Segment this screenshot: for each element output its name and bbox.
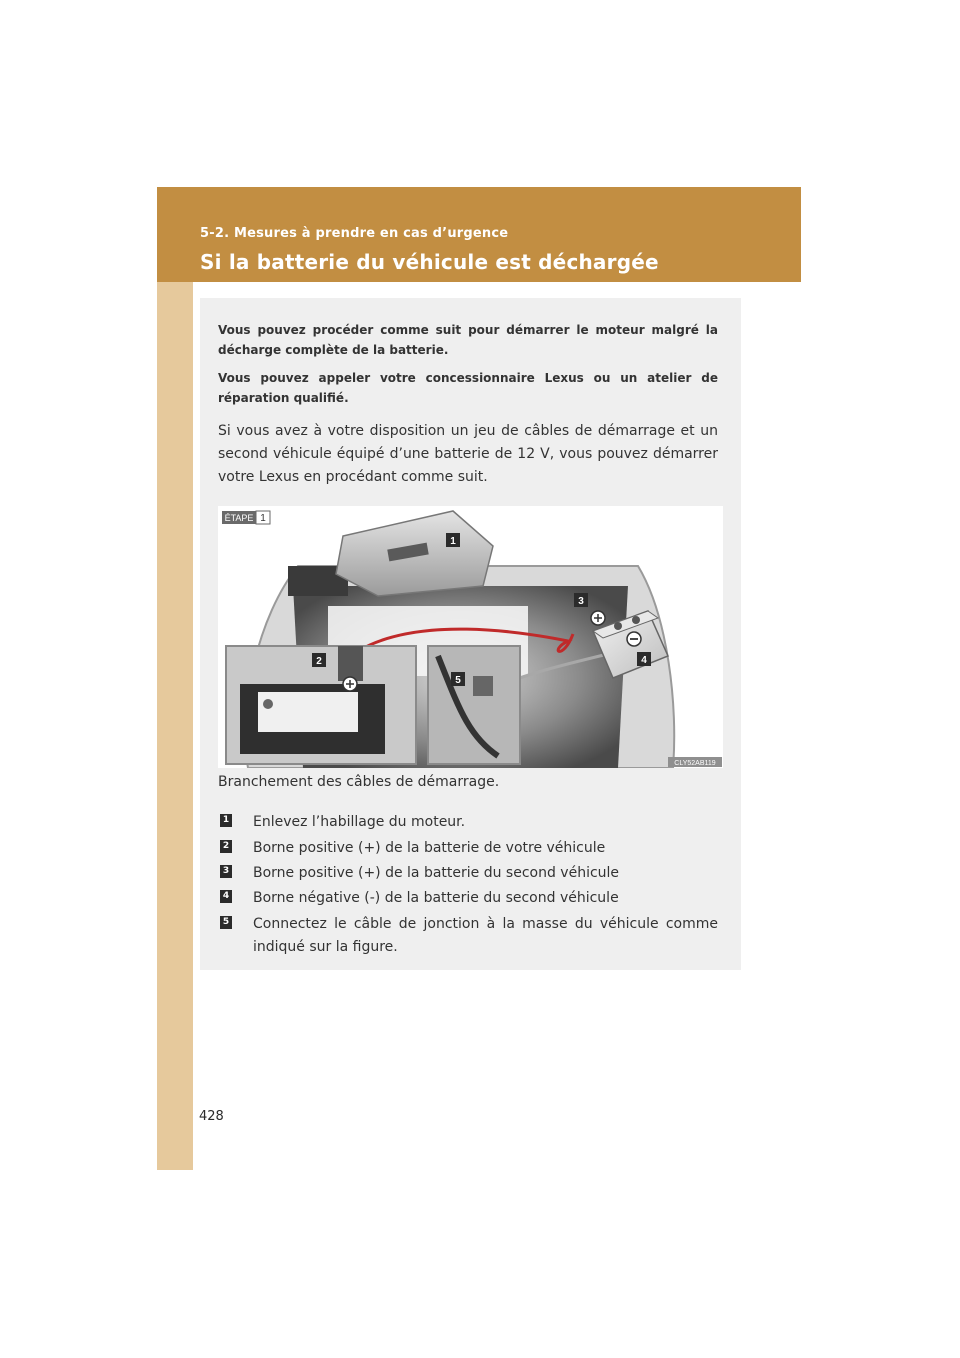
callout-5-label: 5 [455,675,461,686]
step-label-text: ÉTAPE [224,513,254,523]
intro-text: Si vous avez à votre disposition un jeu de câbles de démarrage et un second véhicule équipé d’une batterie de 12 V, vous pouvez démarrer votre Lexus en procédant comme suit. [218,423,718,485]
callout-1-label: 1 [450,536,456,547]
step-number-badge: 5 [220,916,232,929]
callout-3 [574,593,588,607]
callout-4-label: 4 [641,655,647,666]
step-label-number: 1 [260,513,266,524]
step-number-badge: 4 [220,890,232,903]
callout-2 [312,653,326,667]
callout-3-label: 3 [578,596,584,607]
page-title: Si la batterie du véhicule est déchargée [200,250,659,274]
intro-bold-2: Vous pouvez appeler votre concessionnaire Lexus ou un atelier de réparation qualifié. [218,371,718,405]
callout-5 [451,672,465,686]
step-text: Borne positive (+) de la batterie du second véhicule [253,865,620,881]
section-label: 5-2. Mesures à prendre en cas d’urgence [200,226,509,241]
page-number: 428 [199,1109,224,1124]
jump-start-illustration [218,506,723,768]
inset-middle [428,646,520,764]
side-band [157,187,193,1170]
figure-caption: Branchement des câbles de démarrage. [218,774,500,790]
step-text: Borne positive (+) de la batterie de votre véhicule [253,840,606,856]
step-text: Connectez le câble de jonction à la masse du véhicule comme indiqué sur la figure. [253,916,718,955]
callout-2-label: 2 [316,656,322,667]
callout-1 [446,533,460,547]
minus-symbol [627,632,641,646]
step-text: Borne négative (-) de la batterie du second véhicule [253,890,619,906]
step-number-badge: 2 [220,840,232,853]
plus-symbol-left [343,677,357,691]
intro-bold-1: Vous pouvez procéder comme suit pour démarrer le moteur malgré la décharge complète de la batterie. [218,323,718,357]
figure-code: CLY52AB119 [674,760,716,767]
step-number-badge: 3 [220,865,232,878]
callout-4 [637,652,651,666]
plus-symbol-right [591,611,605,625]
step-text: Enlevez l’habillage du moteur. [253,814,466,830]
step-label [222,511,270,524]
step-number-badge: 1 [220,814,232,827]
